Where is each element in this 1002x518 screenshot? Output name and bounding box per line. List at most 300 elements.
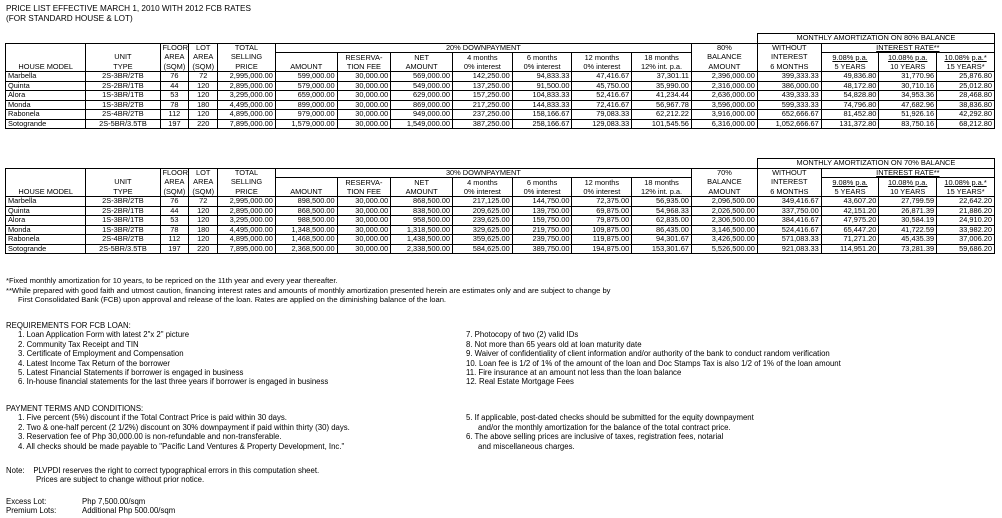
table-cell: 56,967.78 <box>632 100 692 110</box>
table-row <box>6 225 995 235</box>
table-cell: 979,000.00 <box>275 110 337 120</box>
table-cell: 72 <box>189 72 218 82</box>
house-model-header: HOUSE MODEL <box>6 187 86 197</box>
table-cell: 78 <box>160 225 189 235</box>
table-cell: 79,083.33 <box>572 110 632 120</box>
table-cell: 62,835.00 <box>632 216 692 226</box>
rate-1-header: 9.08% p.a. <box>821 178 879 188</box>
table-cell: 549,000.00 <box>391 81 453 91</box>
amortization-title: MONTHLY AMORTIZATION ON 70% BALANCE <box>757 159 994 169</box>
table-cell: 3,916,000.00 <box>691 110 757 120</box>
net-header-2: AMOUNT <box>391 187 453 197</box>
table-cell: 26,871.39 <box>879 206 937 216</box>
table-cell: 1,052,666.67 <box>757 119 821 129</box>
table-cell: 209,625.00 <box>452 206 512 216</box>
table-cell: 2,096,500.00 <box>691 197 757 207</box>
table-cell: 386,000.00 <box>757 81 821 91</box>
requirements-title: REQUIREMENTS FOR FCB LOAN: <box>6 321 131 330</box>
without-interest-header: WITHOUT <box>757 43 821 53</box>
unit-header-2: TYPE <box>86 62 160 72</box>
rate-3-header: 10.08% p.a.* <box>937 178 995 188</box>
floor-area-header: FLOOR <box>160 43 189 53</box>
table-cell: 104,833.33 <box>512 91 572 101</box>
table-cell: 868,500.00 <box>391 197 453 207</box>
table-cell: 45,750.00 <box>572 81 632 91</box>
table-row <box>6 235 995 245</box>
table-cell: 220 <box>189 244 218 254</box>
table-cell: 120 <box>189 235 218 245</box>
table-cell: 24,910.20 <box>937 216 995 226</box>
table-cell: 112 <box>160 110 189 120</box>
table-cell: 81,452.80 <box>821 110 879 120</box>
m6-header: 6 months <box>512 53 572 63</box>
house-model-cell: Quinta <box>6 81 86 91</box>
table-row <box>6 244 995 254</box>
table-cell: 2S-5BR/3.5TB <box>86 244 160 254</box>
total-price-header-3: PRICE <box>218 187 276 197</box>
requirement-item: 9. Waiver of confidentiality of client information and/or authority of the bank to conduct random verification <box>466 349 830 359</box>
table-cell: 157,250.00 <box>452 91 512 101</box>
m4-header-2: 0% interest <box>452 187 512 197</box>
table-cell: 42,292.80 <box>937 110 995 120</box>
table-cell: 659,000.00 <box>275 91 337 101</box>
table-cell: 28,468.80 <box>937 91 995 101</box>
payment-item: 6. The above selling prices are inclusive of taxes, registration fees, notarial <box>466 432 724 442</box>
table-cell: 78 <box>160 100 189 110</box>
table-cell: 159,750.00 <box>512 216 572 226</box>
table-cell: 387,250.00 <box>452 119 512 129</box>
requirement-item: 6. In-house financial statements for the last three years if borrower is engaged in business <box>18 377 329 387</box>
years-1-header: 5 YEARS <box>821 187 879 197</box>
table-cell: 30,000.00 <box>337 235 391 245</box>
table-row <box>6 119 995 129</box>
table-cell: 217,250.00 <box>452 100 512 110</box>
table-cell: 25,876.80 <box>937 72 995 82</box>
house-model-cell: Marbella <box>6 197 86 207</box>
table-cell: 49,836.80 <box>821 72 879 82</box>
table-cell: 120 <box>189 206 218 216</box>
table-cell: 25,012.80 <box>937 81 995 91</box>
note-label: Note: <box>6 466 25 475</box>
table-cell: 5,526,500.00 <box>691 244 757 254</box>
reservation-header-2: TION FEE <box>337 187 391 197</box>
requirement-item: 4. Latest Income Tax Return of the borrower <box>18 358 170 368</box>
net-header: NET <box>391 178 453 188</box>
table-cell: 2,995,000.00 <box>218 72 276 82</box>
table-cell: 584,625.00 <box>452 244 512 254</box>
table-cell: 239,625.00 <box>452 216 512 226</box>
table-cell: 139,750.00 <box>512 206 572 216</box>
table-cell: 30,000.00 <box>337 216 391 226</box>
table-row <box>6 216 995 226</box>
footnote-2: **While prepared with good faith and utmost caution, financing interest rates and amounts of monthly amortization presented herein are estimates only and are subject to change by <box>6 285 611 295</box>
table-row <box>6 91 995 101</box>
m18-header: 18 months <box>632 178 692 188</box>
table-row <box>6 100 995 110</box>
m6-header-2: 0% interest <box>512 187 572 197</box>
table-cell: 2S-4BR/2TB <box>86 235 160 245</box>
lots-section <box>6 497 175 516</box>
table-cell: 2,895,000.00 <box>218 206 276 216</box>
lot-area-header-2: AREA <box>189 178 218 188</box>
requirements-section <box>6 321 328 387</box>
requirement-item: 8. Not more than 65 years old at loan maturity date <box>466 339 642 349</box>
table-cell: 869,000.00 <box>391 100 453 110</box>
balance-header-2: AMOUNT <box>691 187 757 197</box>
table-cell: 629,000.00 <box>391 91 453 101</box>
table-cell: 38,836.80 <box>937 100 995 110</box>
unit-header: UNIT <box>86 53 160 63</box>
page-header <box>6 4 251 24</box>
requirement-item: 5. Latest Financial Statements if borrower is engaged in business <box>18 368 244 378</box>
table-cell: 2,316,000.00 <box>691 81 757 91</box>
years-2-header: 10 YEARS <box>879 187 937 197</box>
unit-header-2: TYPE <box>86 187 160 197</box>
table-cell: 30,000.00 <box>337 100 391 110</box>
table-cell: 114,951.20 <box>821 244 879 254</box>
table-cell: 112 <box>160 235 189 245</box>
table-cell: 91,500.00 <box>512 81 572 91</box>
table-cell: 42,151.20 <box>821 206 879 216</box>
footnote-1: *Fixed monthly amortization for 10 years, to be repriced on the 11th year and every year thereafter. <box>6 276 338 285</box>
table-cell: 3,426,500.00 <box>691 235 757 245</box>
payment-section <box>6 404 350 451</box>
requirement-item: 11. Fire insurance at an amount not less than the loan balance <box>466 368 682 378</box>
table-cell: 72,416.67 <box>572 100 632 110</box>
premium-lot-value: Additional Php 500.00/sqm <box>82 506 176 516</box>
table-cell: 1,549,000.00 <box>391 119 453 129</box>
table-cell: 69,875.00 <box>572 206 632 216</box>
payment-item: 2. Two & one-half percent (2 1/2%) discount on 30% downpayment if paid within thirty (30) days. <box>18 422 350 432</box>
table-cell: 599,000.00 <box>275 72 337 82</box>
table-cell: 3,596,000.00 <box>691 100 757 110</box>
m6-header: 6 months <box>512 178 572 188</box>
lot-area-header: LOT <box>189 168 218 178</box>
table-cell: 571,083.33 <box>757 235 821 245</box>
table-row <box>6 197 995 207</box>
table-cell: 2S-3BR/2TB <box>86 197 160 207</box>
years-3-header: 15 YEARS* <box>937 62 995 72</box>
table-cell: 30,000.00 <box>337 244 391 254</box>
m4-header-2: 0% interest <box>452 62 512 72</box>
rate-1-header: 9.08% p.a. <box>821 53 879 63</box>
table-cell: 144,833.33 <box>512 100 572 110</box>
table-cell: 54,968.33 <box>632 206 692 216</box>
table-cell: 4,895,000.00 <box>218 235 276 245</box>
requirement-item: 12. Real Estate Mortgage Fees <box>466 377 574 387</box>
house-model-cell: Marbella <box>6 72 86 82</box>
table-cell: 6,316,000.00 <box>691 119 757 129</box>
m12-header: 12 months <box>572 178 632 188</box>
m18-header: 18 months <box>632 53 692 63</box>
table-cell: 2,895,000.00 <box>218 81 276 91</box>
table-cell: 524,416.67 <box>757 225 821 235</box>
table-cell: 73,281.39 <box>879 244 937 254</box>
table-cell: 51,926.16 <box>879 110 937 120</box>
price-table-30-percent <box>5 158 995 254</box>
table-cell: 101,545.56 <box>632 119 692 129</box>
table-cell: 2,636,000.00 <box>691 91 757 101</box>
table-row <box>6 72 995 82</box>
header-line-1: PRICE LIST EFFECTIVE MARCH 1, 2010 WITH 2012 FCB RATES <box>6 4 251 13</box>
without-interest-header-2: INTEREST <box>757 53 821 63</box>
m18-header-2: 12% int. p.a. <box>632 187 692 197</box>
interest-rate-title: INTEREST RATE** <box>821 43 994 53</box>
total-price-header-2: SELLING <box>218 178 276 188</box>
excess-lot-value: Php 7,500.00/sqm <box>82 497 146 506</box>
m12-header-2: 0% interest <box>572 62 632 72</box>
table-cell: 120 <box>189 110 218 120</box>
house-model-cell: Rabonela <box>6 110 86 120</box>
floor-area-header-2: AREA <box>160 53 189 63</box>
table-cell: 120 <box>189 216 218 226</box>
table-cell: 1S-3BR/1TB <box>86 216 160 226</box>
table-cell: 2S-5BR/3.5TB <box>86 119 160 129</box>
table-row <box>6 81 995 91</box>
table-cell: 37,301.11 <box>632 72 692 82</box>
house-model-cell: Alora <box>6 216 86 226</box>
table-cell: 33,982.20 <box>937 225 995 235</box>
table-cell: 194,875.00 <box>572 244 632 254</box>
table-cell: 7,895,000.00 <box>218 119 276 129</box>
table-cell: 384,416.67 <box>757 216 821 226</box>
table-cell: 4,495,000.00 <box>218 225 276 235</box>
floor-area-header-3: (SQM) <box>160 62 189 72</box>
table-cell: 44 <box>160 206 189 216</box>
payment-item: 5. If applicable, post-dated checks should be submitted for the equity downpayment <box>466 413 754 423</box>
table-cell: 41,234.44 <box>632 91 692 101</box>
table-cell: 44 <box>160 81 189 91</box>
table-cell: 129,083.33 <box>572 119 632 129</box>
table-cell: 30,000.00 <box>337 225 391 235</box>
table-cell: 76 <box>160 197 189 207</box>
net-header: NET <box>391 53 453 63</box>
table-cell: 47,682.96 <box>879 100 937 110</box>
premium-lot-label: Premium Lots: <box>6 506 57 516</box>
floor-area-header-2: AREA <box>160 178 189 188</box>
table-cell: 74,796.80 <box>821 100 879 110</box>
table-cell: 2S-3BR/2TB <box>86 72 160 82</box>
house-model-cell: Monda <box>6 225 86 235</box>
table-cell: 389,750.00 <box>512 244 572 254</box>
table-cell: 137,250.00 <box>452 81 512 91</box>
table-cell: 30,584.19 <box>879 216 937 226</box>
table-cell: 3,295,000.00 <box>218 216 276 226</box>
table-cell: 1S-3BR/2TB <box>86 100 160 110</box>
downpayment-title: 20% DOWNPAYMENT <box>275 43 691 53</box>
table-cell: 3,295,000.00 <box>218 91 276 101</box>
table-cell: 76 <box>160 72 189 82</box>
without-interest-header: WITHOUT <box>757 168 821 178</box>
table-cell: 2,995,000.00 <box>218 197 276 207</box>
table-cell: 652,666.67 <box>757 110 821 120</box>
table-cell: 949,000.00 <box>391 110 453 120</box>
house-model-cell: Alora <box>6 91 86 101</box>
requirement-item: 3. Certificate of Employment and Compensation <box>18 349 184 359</box>
payment-item: 1. Five percent (5%) discount if the Total Contract Price is paid within 30 days. <box>18 413 287 423</box>
table-cell: 109,875.00 <box>572 225 632 235</box>
payment-item: 3. Reservation fee of Php 30,000.00 is non-refundable and non-transferable. <box>18 432 282 442</box>
balance-percent: 80% <box>691 43 757 53</box>
table-cell: 921,083.33 <box>757 244 821 254</box>
table-cell: 2S-4BR/2TB <box>86 110 160 120</box>
table-cell: 599,333.33 <box>757 100 821 110</box>
house-model-cell: Sotogrande <box>6 244 86 254</box>
table-cell: 4,495,000.00 <box>218 100 276 110</box>
requirement-item: 7. Photocopy of two (2) valid IDs <box>466 330 579 340</box>
amount-header: AMOUNT <box>275 187 337 197</box>
rate-2-header: 10.08% p.a. <box>879 53 937 63</box>
house-model-header: HOUSE MODEL <box>6 62 86 72</box>
table-cell: 62,212.22 <box>632 110 692 120</box>
requirement-item: 1. Loan Application Form with latest 2"x 2" picture <box>18 330 190 340</box>
table-cell: 2,368,500.00 <box>275 244 337 254</box>
table-cell: 958,500.00 <box>391 216 453 226</box>
table-cell: 37,006.20 <box>937 235 995 245</box>
m18-header-2: 12% int. p.a. <box>632 62 692 72</box>
m12-header-2: 0% interest <box>572 187 632 197</box>
table-cell: 120 <box>189 81 218 91</box>
table-cell: 1,318,500.00 <box>391 225 453 235</box>
table-cell: 86,435.00 <box>632 225 692 235</box>
table-cell: 898,500.00 <box>275 197 337 207</box>
table-cell: 30,000.00 <box>337 197 391 207</box>
lot-area-header-3: (SQM) <box>189 187 218 197</box>
reservation-header: RESERVA- <box>337 53 391 63</box>
table-cell: 83,750.16 <box>879 119 937 129</box>
table-cell: 45,435.39 <box>879 235 937 245</box>
table-cell: 54,828.80 <box>821 91 879 101</box>
requirement-item: 10. Loan fee is 1/2 of 1% of the amount of the loan and Doc Stamps Tax is also 1/2 of 1% of the loan amount <box>466 358 841 368</box>
table-cell: 31,770.96 <box>879 72 937 82</box>
balance-header: BALANCE <box>691 178 757 188</box>
excess-lot-label: Excess Lot: <box>6 497 47 506</box>
note-section <box>6 466 319 485</box>
table-cell: 868,500.00 <box>275 206 337 216</box>
rate-2-header: 10.08% p.a. <box>879 178 937 188</box>
table-cell: 48,172.80 <box>821 81 879 91</box>
table-cell: 43,607.20 <box>821 197 879 207</box>
without-interest-header-3: 6 MONTHS <box>757 62 821 72</box>
table-row <box>6 110 995 120</box>
table-cell: 899,000.00 <box>275 100 337 110</box>
net-header-2: AMOUNT <box>391 62 453 72</box>
footnotes <box>6 276 996 305</box>
table-cell: 30,000.00 <box>337 119 391 129</box>
amortization-title: MONTHLY AMORTIZATION ON 80% BALANCE <box>757 34 994 44</box>
years-3-header: 15 YEARS* <box>937 187 995 197</box>
house-model-cell: Sotogrande <box>6 119 86 129</box>
total-price-header-2: SELLING <box>218 53 276 63</box>
table-cell: 217,125.00 <box>452 197 512 207</box>
table-cell: 337,750.00 <box>757 206 821 216</box>
table-cell: 27,799.59 <box>879 197 937 207</box>
balance-percent: 70% <box>691 168 757 178</box>
table-cell: 219,750.00 <box>512 225 572 235</box>
table-cell: 239,750.00 <box>512 235 572 245</box>
table-cell: 21,886.20 <box>937 206 995 216</box>
lot-area-header-3: (SQM) <box>189 62 218 72</box>
m12-header: 12 months <box>572 53 632 63</box>
reservation-header-2: TION FEE <box>337 62 391 72</box>
rate-3-header: 10.08% p.a.* <box>937 53 995 63</box>
payment-item: and miscellaneous charges. <box>478 441 575 451</box>
m6-header-2: 0% interest <box>512 62 572 72</box>
table-cell: 71,271.20 <box>821 235 879 245</box>
total-price-header-3: PRICE <box>218 62 276 72</box>
table-cell: 1,468,500.00 <box>275 235 337 245</box>
table-cell: 142,250.00 <box>452 72 512 82</box>
table-cell: 1S-3BR/2TB <box>86 225 160 235</box>
amount-header: AMOUNT <box>275 62 337 72</box>
table-cell: 329,625.00 <box>452 225 512 235</box>
table-cell: 359,625.00 <box>452 235 512 245</box>
table-cell: 2,306,500.00 <box>691 216 757 226</box>
floor-area-header-3: (SQM) <box>160 187 189 197</box>
house-model-cell: Quinta <box>6 206 86 216</box>
table-cell: 2,026,500.00 <box>691 206 757 216</box>
table-cell: 52,416.67 <box>572 91 632 101</box>
footnote-3: First Consolidated Bank (FCB) upon approval and release of the loan. Rates are applied on the diminishing balance of the loan. <box>18 295 447 305</box>
table-cell: 72,375.00 <box>572 197 632 207</box>
table-cell: 258,166.67 <box>512 119 572 129</box>
table-cell: 34,953.36 <box>879 91 937 101</box>
interest-rate-title: INTEREST RATE** <box>821 168 994 178</box>
table-cell: 988,500.00 <box>275 216 337 226</box>
house-model-cell: Monda <box>6 100 86 110</box>
table-cell: 119,875.00 <box>572 235 632 245</box>
requirements-right <box>466 330 841 386</box>
table-cell: 30,000.00 <box>337 81 391 91</box>
table-cell: 144,750.00 <box>512 197 572 207</box>
table-cell: 47,975.20 <box>821 216 879 226</box>
table-cell: 41,722.59 <box>879 225 937 235</box>
without-interest-header-2: INTEREST <box>757 178 821 188</box>
price-table-20-percent <box>5 33 995 129</box>
table-cell: 3,146,500.00 <box>691 225 757 235</box>
table-cell: 120 <box>189 91 218 101</box>
table-row <box>6 206 995 216</box>
note-line-1: PLVPDI reserves the right to correct typographical errors in this computation sheet. <box>33 466 320 475</box>
years-1-header: 5 YEARS <box>821 62 879 72</box>
table-cell: 59,686.20 <box>937 244 995 254</box>
table-cell: 53 <box>160 216 189 226</box>
table-cell: 158,166.67 <box>512 110 572 120</box>
table-cell: 2,338,500.00 <box>391 244 453 254</box>
table-cell: 197 <box>160 244 189 254</box>
total-price-header: TOTAL <box>218 43 276 53</box>
table-cell: 65,447.20 <box>821 225 879 235</box>
table-cell: 30,000.00 <box>337 206 391 216</box>
table-cell: 2S-2BR/1TB <box>86 81 160 91</box>
m4-header: 4 months <box>452 53 512 63</box>
floor-area-header: FLOOR <box>160 168 189 178</box>
lot-area-header: LOT <box>189 43 218 53</box>
payment-right <box>466 413 754 451</box>
balance-header-2: AMOUNT <box>691 62 757 72</box>
table-cell: 2S-2BR/1TB <box>86 206 160 216</box>
balance-header: BALANCE <box>691 53 757 63</box>
house-model-cell: Rabonela <box>6 235 86 245</box>
downpayment-title: 30% DOWNPAYMENT <box>275 168 691 178</box>
table-cell: 30,710.16 <box>879 81 937 91</box>
table-cell: 220 <box>189 119 218 129</box>
table-cell: 47,416.67 <box>572 72 632 82</box>
table-cell: 237,250.00 <box>452 110 512 120</box>
table-cell: 35,990.00 <box>632 81 692 91</box>
table-cell: 79,875.00 <box>572 216 632 226</box>
table-cell: 1,348,500.00 <box>275 225 337 235</box>
